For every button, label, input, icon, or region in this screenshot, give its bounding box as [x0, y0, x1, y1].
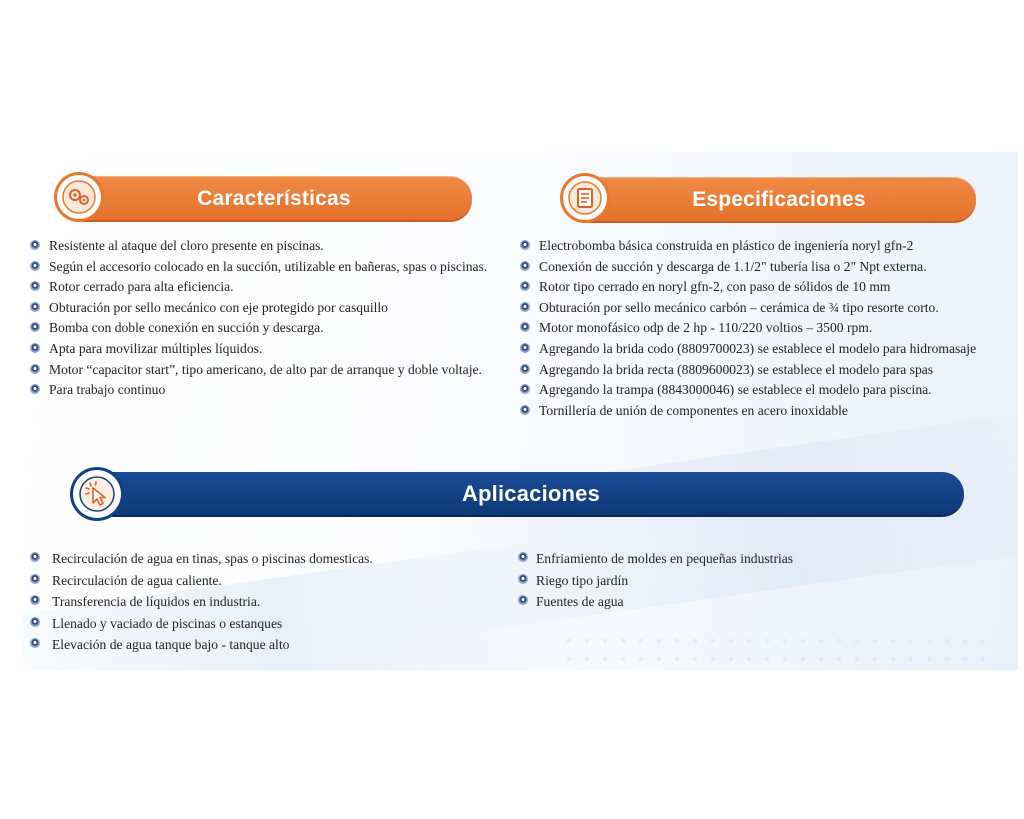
list-item: Agregando la brida recta (8809600023) se establece el modelo para spas [520, 360, 1010, 381]
list-item: Fuentes de agua [518, 591, 998, 613]
list-item: Conexión de succión y descarga de 1.1/2" tubería lisa o 2" Npt externa. [520, 257, 1010, 278]
list-item: Bomba con doble conexión en succión y descarga. [30, 318, 500, 339]
list-item: Motor monofásico odp de 2 hp - 110/220 voltios – 3500 rpm. [520, 318, 1010, 339]
list-item: Obturación por sello mecánico carbón – cerámica de ¾ tipo resorte corto. [520, 298, 1010, 319]
list-item: Para trabajo continuo [30, 380, 500, 401]
list-item: Según el accesorio colocado en la succión, utilizable en bañeras, spas o piscinas. [30, 257, 500, 278]
list-item: Electrobomba básica construida en plástico de ingeniería noryl gfn-2 [520, 236, 1010, 257]
caracteristicas-list [30, 236, 500, 401]
list-item: Enfriamiento de moldes en pequeñas industrias [518, 548, 998, 570]
list-item: Transferencia de líquidos en industria. [30, 591, 500, 613]
especificaciones-title: Especificaciones [692, 187, 866, 211]
list-item: Riego tipo jardín [518, 570, 998, 592]
list-item: Apta para movilizar múltiples líquidos. [30, 339, 500, 360]
list-item: Obturación por sello mecánico con eje protegido por casquillo [30, 298, 500, 319]
aplicaciones-list-left [30, 548, 500, 656]
list-item: Motor “capacitor start”, tipo americano, de alto par de arranque y doble voltaje. [30, 360, 500, 381]
caracteristicas-title: Características [197, 186, 351, 210]
list-item: Agregando la brida codo (8809700023) se establece el modelo para hidromasaje [520, 339, 1010, 360]
list-item: Rotor tipo cerrado en noryl gfn-2, con paso de sólidos de 10 mm [520, 277, 1010, 298]
cursor-click-icon [73, 470, 121, 518]
decorative-dots [560, 632, 1000, 662]
gears-icon [57, 175, 101, 219]
list-item: Elevación de agua tanque bajo - tanque alto [30, 634, 500, 656]
list-item: Recirculación de agua en tinas, spas o piscinas domesticas. [30, 548, 500, 570]
list-item: Rotor cerrado para alta eficiencia. [30, 277, 500, 298]
list-item: Recirculación de agua caliente. [30, 570, 500, 592]
list-item: Llenado y vaciado de piscinas o estanques [30, 613, 500, 635]
document-icon [563, 176, 607, 220]
list-item: Tornillería de unión de componentes en acero inoxidable [520, 401, 1010, 422]
list-item: Resistente al ataque del cloro presente en piscinas. [30, 236, 500, 257]
list-item: Agregando la trampa (8843000046) se establece el modelo para piscina. [520, 380, 1010, 401]
aplicaciones-list-right [518, 548, 998, 613]
aplicaciones-banner [98, 472, 964, 517]
aplicaciones-title: Aplicaciones [461, 480, 601, 506]
caracteristicas-banner [76, 176, 472, 222]
especificaciones-banner [582, 177, 976, 223]
especificaciones-list [520, 236, 1010, 421]
